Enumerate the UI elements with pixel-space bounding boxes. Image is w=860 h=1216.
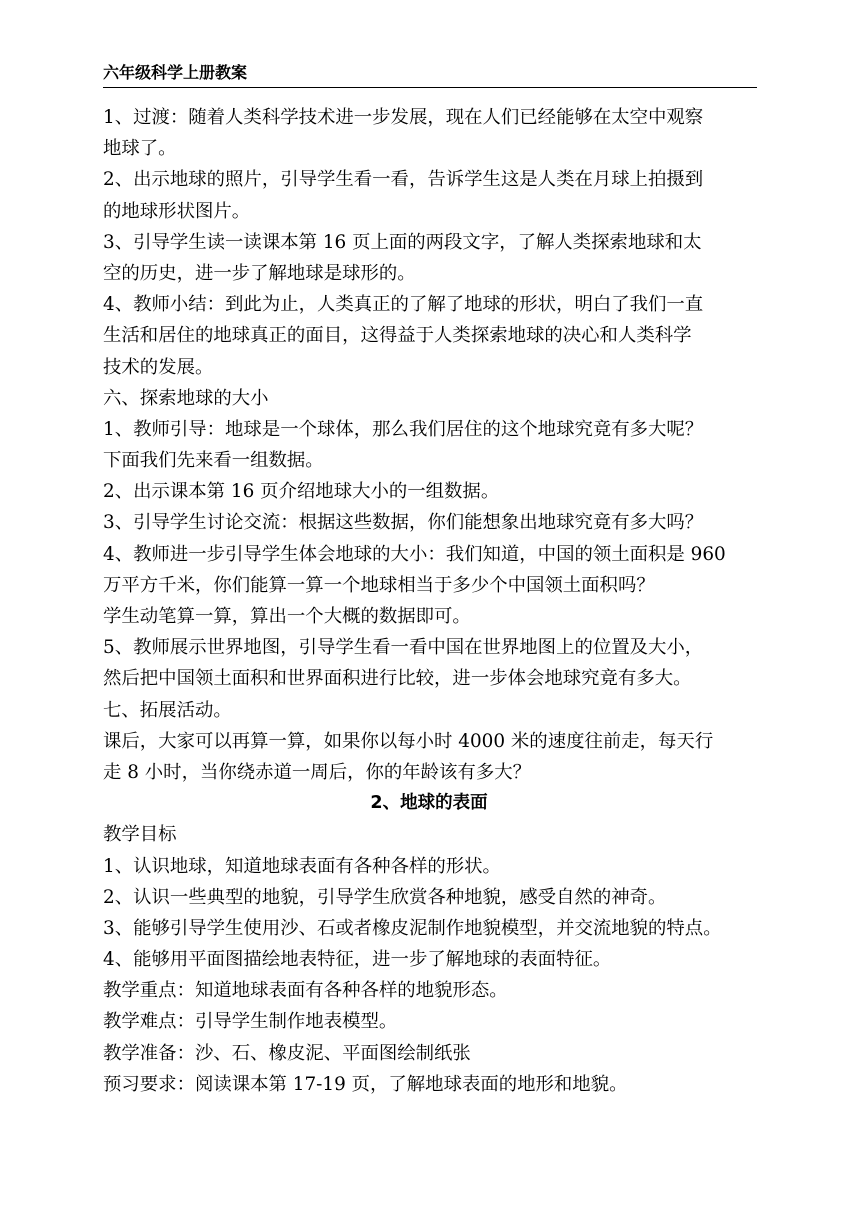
paragraph-line: 3、能够引导学生使用沙、石或者橡皮泥制作地貌模型，并交流地貌的特点。 — [103, 917, 722, 939]
paragraph-line: 4、能够用平面图描绘地表特征，进一步了解地球的表面特征。 — [103, 949, 612, 971]
paragraph-line: 空的历史，进一步了解地球是球形的。 — [103, 262, 416, 284]
paragraph-line: 1、教师引导：地球是一个球体，那么我们居住的这个地球究竟有多大呢？ — [103, 418, 704, 440]
paragraph-line: 地球了。 — [103, 138, 177, 160]
paragraph-line: 课后，大家可以再算一算，如果你以每小时 4000 米的速度往前走，每天行 — [103, 730, 714, 752]
section-heading: 七、拓展活动。 — [103, 699, 232, 721]
paragraph-line: 技术的发展。 — [103, 356, 214, 378]
section-heading: 六、探索地球的大小 — [103, 387, 269, 409]
paragraph-line: 走 8 小时，当你绕赤道一周后，你的年龄该有多大？ — [103, 761, 531, 783]
paragraph-line: 万平方千米，你们能算一算一个地球相当于多少个中国领土面积吗？ — [103, 574, 655, 596]
header-title: 六年级科学上册教案 — [103, 63, 248, 82]
paragraph-line: 2、出示课本第 16 页介绍地球大小的一组数据。 — [103, 481, 500, 503]
paragraph-line: 1、认识地球，知道地球表面有各种各样的形状。 — [103, 855, 501, 877]
paragraph-line: 2、认识一些典型的地貌，引导学生欣赏各种地貌，感受自然的神奇。 — [103, 886, 667, 908]
lesson-title: 2、地球的表面 — [370, 793, 488, 814]
paragraph-line: 教学准备：沙、石、橡皮泥、平面图绘制纸张 — [103, 1042, 471, 1064]
paragraph-line: 学生动笔算一算，算出一个大概的数据即可。 — [103, 606, 471, 627]
paragraph-line: 生活和居住的地球真正的面目，这得益于人类探索地球的决心和人类科学 — [103, 325, 692, 347]
paragraph-line: 预习要求：阅读课本第 17-19 页，了解地球表面的地形和地貌。 — [103, 1073, 628, 1095]
page-header — [103, 64, 757, 88]
paragraph-line: 4、教师小结：到此为止，人类真正的了解了地球的形状，明白了我们一直 — [103, 294, 704, 316]
paragraph-line: 1、过渡：随着人类科学技术进一步发展，现在人们已经能够在太空中观察 — [103, 107, 704, 128]
paragraph-line: 下面我们先来看一组数据。 — [103, 450, 324, 472]
paragraph-line: 2、出示地球的照片，引导学生看一看，告诉学生这是人类在月球上拍摄到 — [103, 169, 704, 191]
paragraph-line: 教学难点：引导学生制作地表模型。 — [103, 1011, 398, 1033]
document-body — [103, 102, 763, 1100]
section-heading: 教学目标 — [103, 824, 177, 846]
paragraph-line: 教学重点：知道地球表面有各种各样的地貌形态。 — [103, 980, 508, 1002]
paragraph-line: 4、教师进一步引导学生体会地球的大小：我们知道，中国的领土面积是 960 — [103, 543, 726, 565]
paragraph-line: 的地球形状图片。 — [103, 200, 251, 222]
paragraph-line: 3、引导学生读一读课本第 16 页上面的两段文字，了解人类探索地球和太 — [103, 231, 702, 253]
paragraph-line: 5、教师展示世界地图，引导学生看一看中国在世界地图上的位置及大小， — [103, 637, 704, 659]
paragraph-line: 3、引导学生讨论交流：根据这些数据，你们能想象出地球究竟有多大吗？ — [103, 512, 704, 534]
paragraph-line: 然后把中国领土面积和世界面积进行比较，进一步体会地球究竟有多大。 — [103, 668, 692, 690]
